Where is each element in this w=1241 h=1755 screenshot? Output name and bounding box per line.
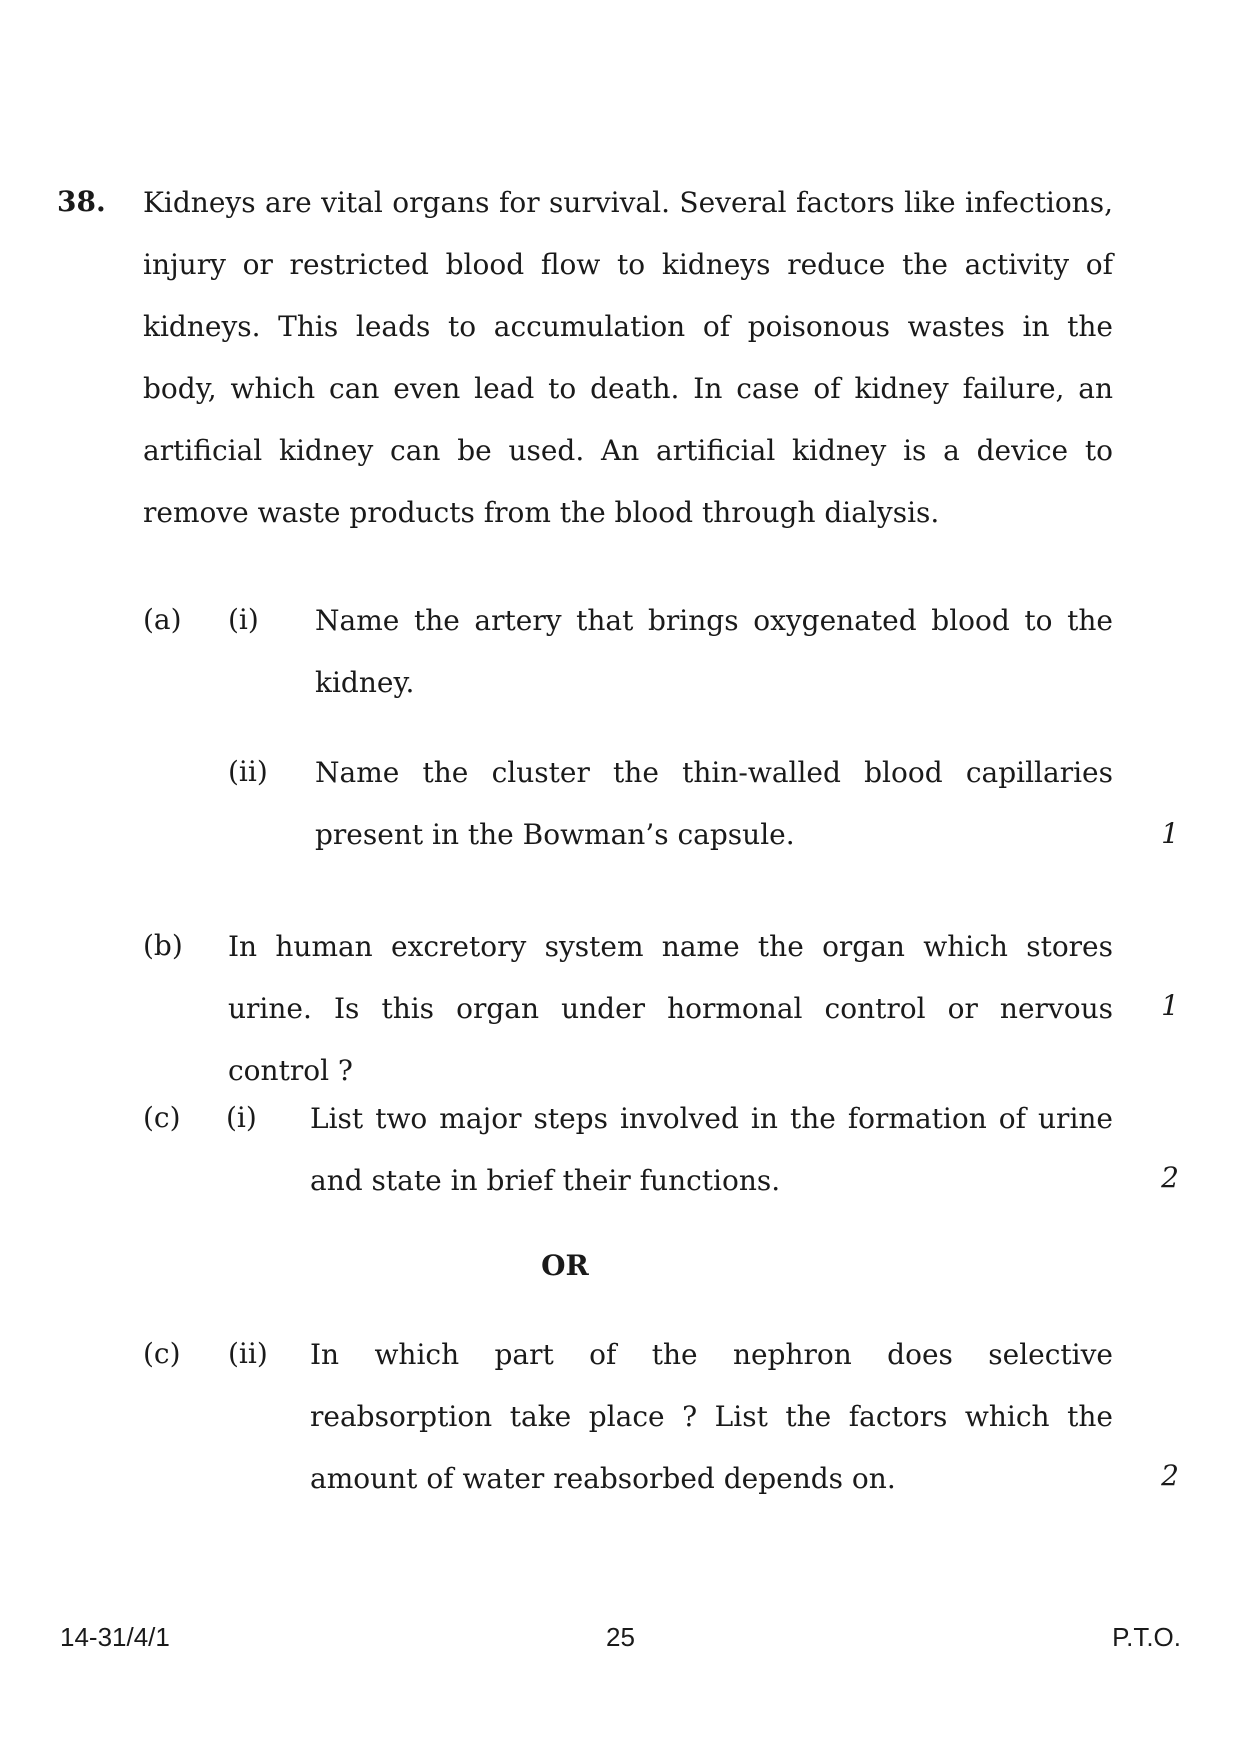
- part-c2-text: In which part of the nephron does selective reabsorption take place ? List the factors which the amount of water reabsorbed depends on.: [310, 1338, 1113, 1495]
- part-c1-sub-label: (i): [226, 1101, 257, 1134]
- footer-page-number: 25: [606, 1622, 635, 1652]
- part-b-marks: 1: [1161, 989, 1179, 1022]
- part-a-i-text: Name the artery that brings oxygenated blood to the kidney.: [315, 604, 1113, 699]
- part-c2-marks: 2: [1161, 1459, 1179, 1492]
- question-stem: Kidneys are vital organs for survival. Several factors like infections, injury or restricted blood flow to kidneys reduce the activity of kidneys. This leads to accumulation of poisonous wastes in the body, which can even lead to death. In case of kidney failure, an artificial kidney can be used. An artificial kidney is a device to remove waste products from the blood through dialysis.: [143, 186, 1113, 529]
- or-separator: OR: [541, 1249, 589, 1282]
- part-b-label: (b): [143, 929, 183, 962]
- footer-code: 14-31/4/1: [60, 1622, 170, 1652]
- question-number: 38.: [57, 185, 106, 218]
- part-a-ii-text: Name the cluster the thin-walled blood capillaries present in the Bowman’s capsule.: [315, 756, 1113, 851]
- part-a-label: (a): [143, 603, 182, 636]
- footer-pto: P.T.O.: [1112, 1622, 1181, 1652]
- part-c2-sub-label: (ii): [228, 1337, 268, 1370]
- part-c1-text: List two major steps involved in the formation of urine and state in brief their functions.: [310, 1102, 1113, 1197]
- part-b-text: In human excretory system name the organ which stores urine. Is this organ under hormonal control or nervous control ?: [228, 930, 1113, 1087]
- part-c1-label: (c): [143, 1101, 181, 1134]
- part-a-i-label: (i): [228, 603, 259, 636]
- part-a-marks: 1: [1161, 817, 1179, 850]
- part-c1-marks: 2: [1161, 1161, 1179, 1194]
- part-c2-label: (c): [143, 1337, 181, 1370]
- part-a-ii-label: (ii): [228, 755, 268, 788]
